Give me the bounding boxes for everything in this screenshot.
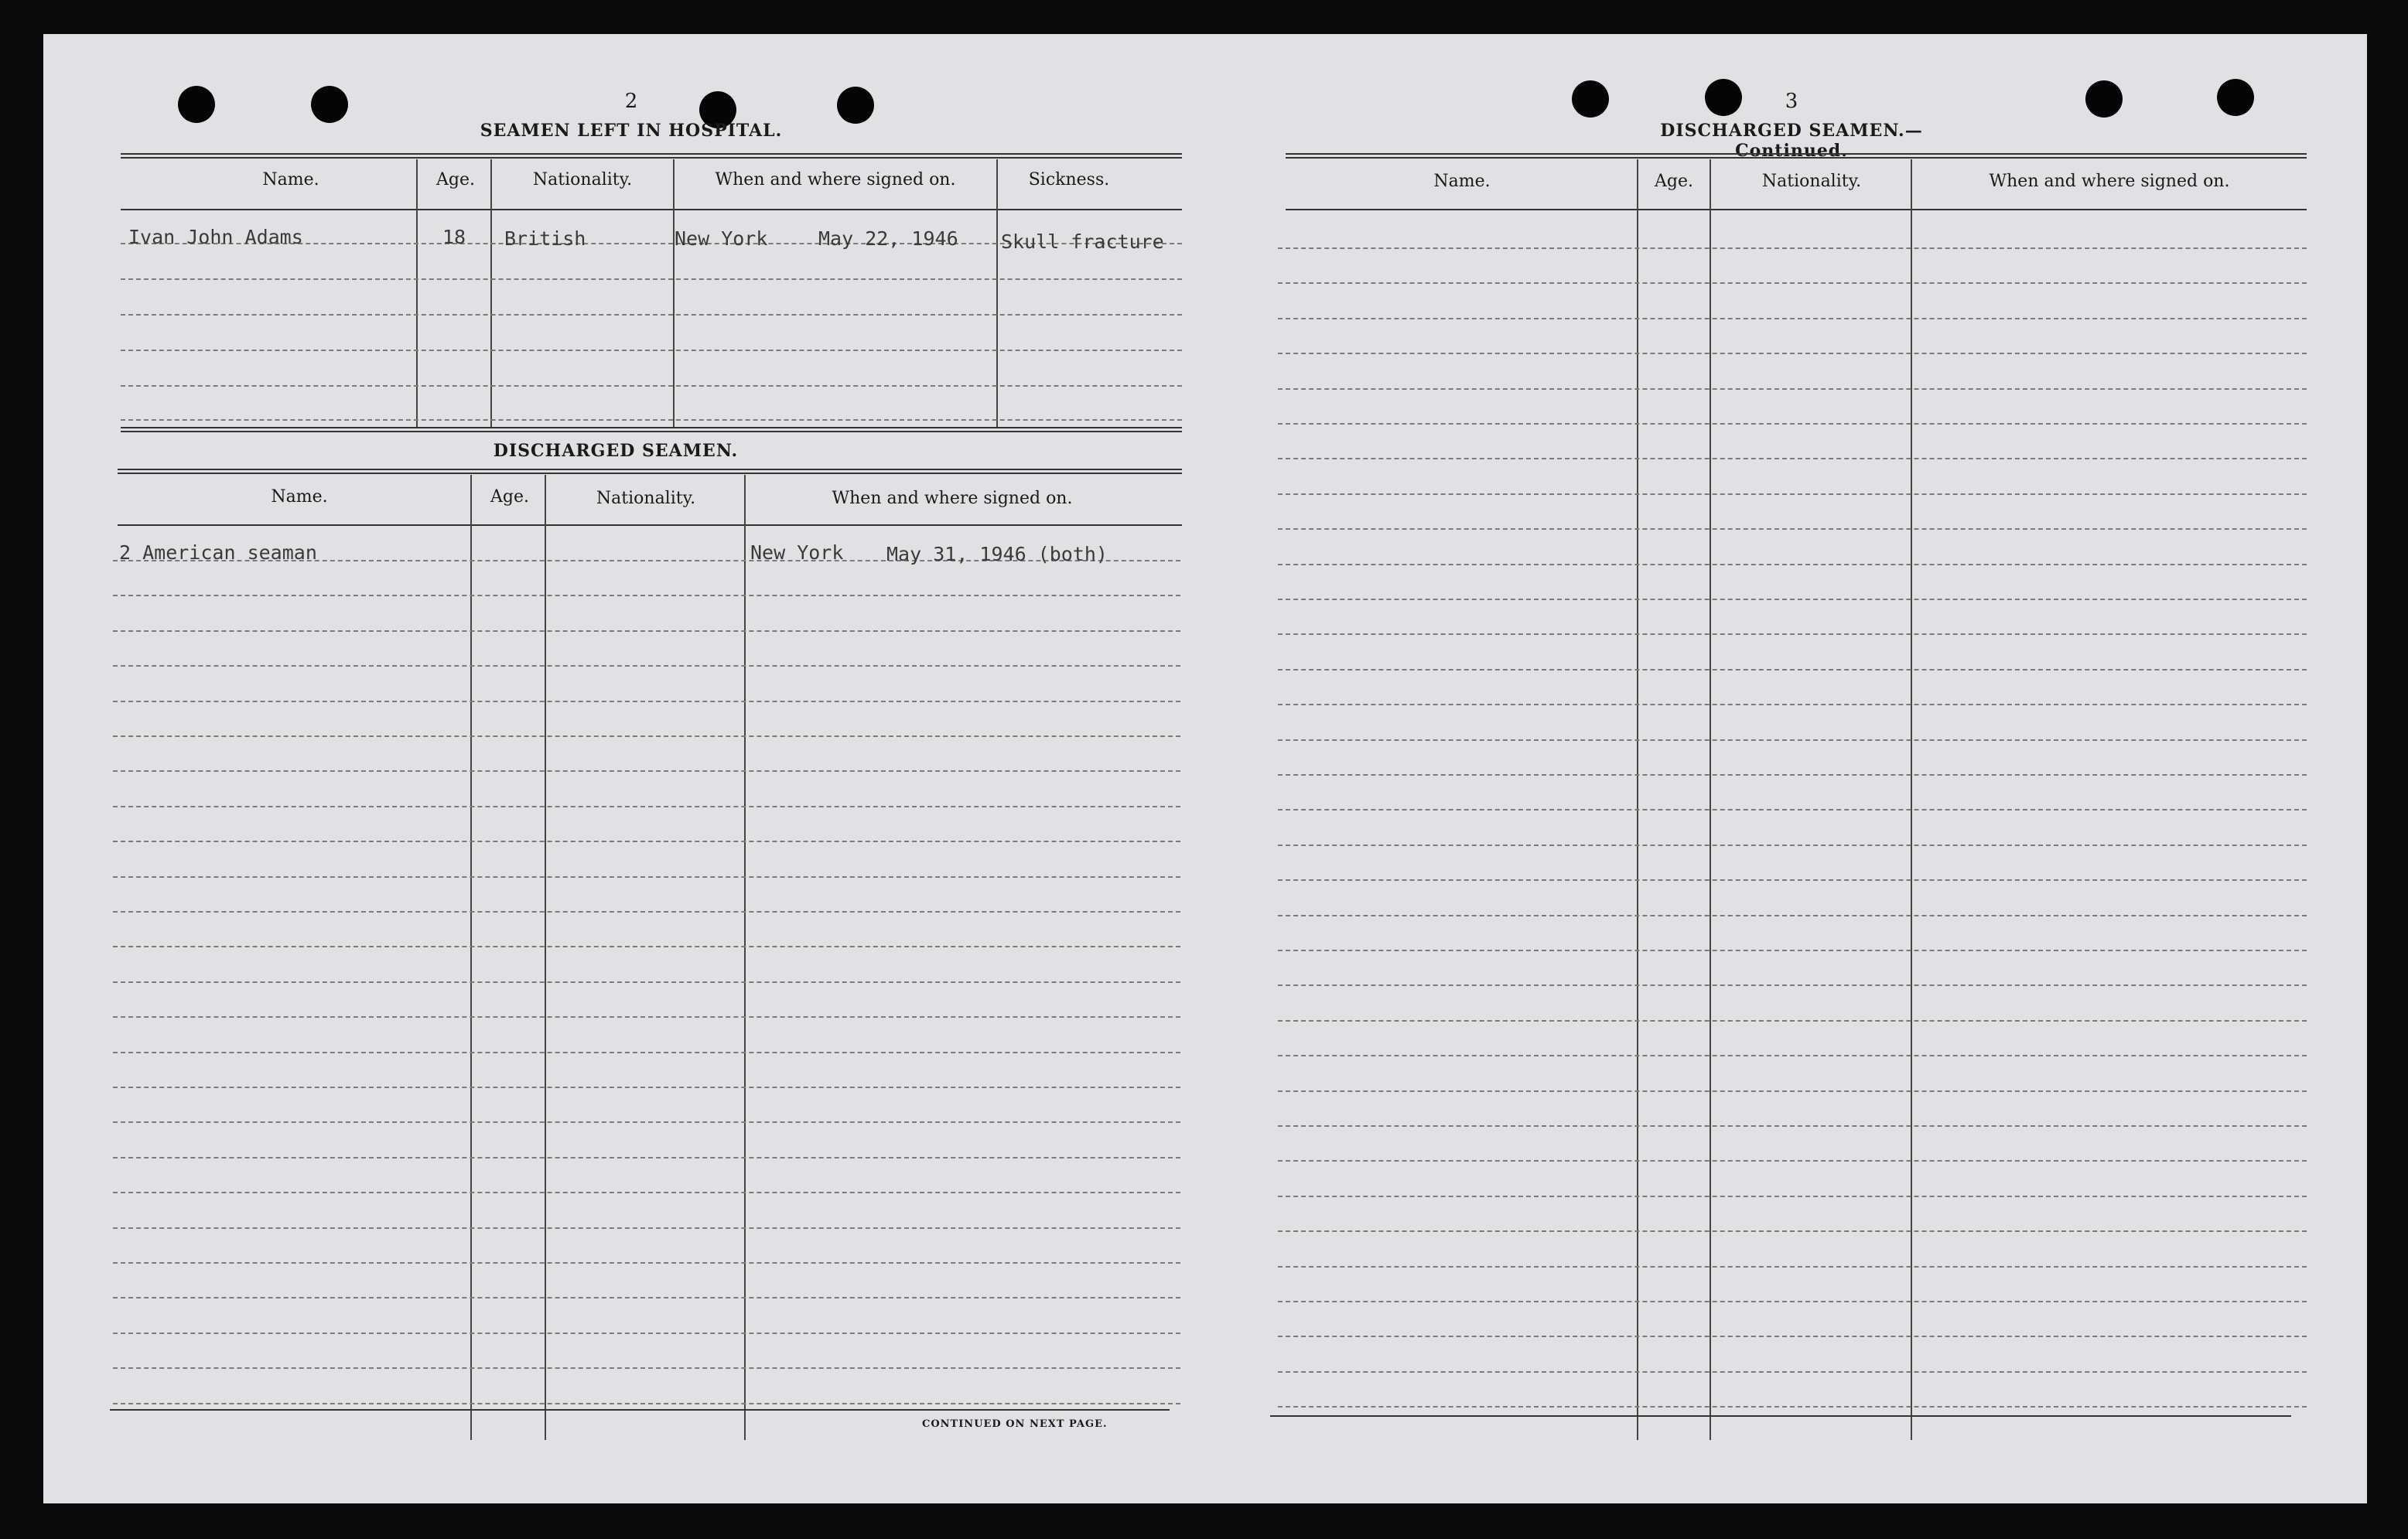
- row-line: [113, 1297, 1180, 1298]
- column-divider: [416, 159, 418, 427]
- row-line: [113, 876, 1180, 878]
- row-line: [1278, 669, 2307, 671]
- row-line: [1278, 353, 2307, 354]
- row-line: [121, 278, 1182, 280]
- binder-hole: [837, 87, 874, 124]
- binder-hole: [311, 86, 348, 123]
- row-line: [121, 350, 1182, 351]
- column-header-age: Age.: [1655, 172, 1693, 191]
- row-line: [113, 701, 1180, 702]
- row-line: [1278, 493, 2307, 495]
- row-line: [1278, 704, 2307, 705]
- column-header-name: Name.: [1433, 172, 1491, 191]
- header-rule: [118, 469, 1182, 474]
- row-line: [1278, 388, 2307, 390]
- row-line: [113, 1121, 1180, 1123]
- row-line: [113, 1367, 1180, 1369]
- row-line: [1278, 845, 2307, 846]
- column-header-signed-on: When and where signed on.: [715, 170, 956, 189]
- entry-sickness: Skull fracture: [1001, 230, 1164, 253]
- row-line: [1278, 633, 2307, 635]
- row-line: [113, 841, 1180, 842]
- column-header-name: Name.: [271, 487, 328, 507]
- row-line: [113, 770, 1180, 772]
- column-header-nationality: Nationality.: [532, 170, 633, 189]
- column-header-signed-on: When and where signed on.: [832, 489, 1073, 508]
- row-line: [1278, 423, 2307, 425]
- page-number: 2: [624, 90, 638, 113]
- discharged-continued-title: DISCHARGED SEAMEN.—Continued.: [1660, 121, 1923, 161]
- entry-place: New York: [750, 541, 844, 564]
- column-divider: [996, 159, 998, 427]
- binder-hole: [178, 86, 215, 123]
- row-line: [1278, 318, 2307, 319]
- row-line: [1278, 879, 2307, 881]
- entry-date: May 22, 1946: [818, 227, 958, 250]
- row-line: [1278, 1090, 2307, 1092]
- column-header-nationality: Nationality.: [1761, 172, 1862, 191]
- entry-place: New York: [675, 227, 768, 250]
- section-rule: [121, 427, 1182, 432]
- row-line: [113, 1087, 1180, 1088]
- row-line: [121, 385, 1182, 387]
- column-header-rule: [121, 209, 1182, 210]
- row-line: [1278, 458, 2307, 459]
- column-header-age: Age.: [436, 170, 475, 189]
- row-line: [1278, 247, 2307, 249]
- row-line: [113, 1016, 1180, 1018]
- column-divider: [545, 475, 546, 1440]
- entry-name: 2 American seaman: [119, 541, 317, 564]
- row-line: [1278, 1336, 2307, 1337]
- row-line: [113, 806, 1180, 807]
- column-header-signed-on: When and where signed on.: [1989, 172, 2230, 191]
- hospital-section-title: SEAMEN LEFT IN HOSPITAL.: [480, 121, 783, 141]
- row-line: [121, 314, 1182, 316]
- row-line: [113, 595, 1180, 596]
- column-header-name: Name.: [262, 170, 319, 189]
- binder-hole: [1572, 80, 1609, 118]
- header-rule: [121, 153, 1182, 159]
- row-line: [1278, 1020, 2307, 1022]
- row-line: [1278, 774, 2307, 776]
- row-line: [1278, 1371, 2307, 1373]
- entry-nationality: British: [504, 227, 586, 250]
- bottom-rule: [110, 1409, 1170, 1411]
- bottom-rule: [1270, 1415, 2291, 1417]
- row-line: [113, 665, 1180, 667]
- column-header-nationality: Nationality.: [596, 489, 696, 508]
- row-line: [113, 735, 1180, 737]
- binder-hole: [1705, 79, 1742, 116]
- row-line: [1278, 528, 2307, 530]
- column-divider: [1911, 159, 1912, 1440]
- column-divider: [744, 475, 746, 1440]
- row-line: [1278, 1160, 2307, 1162]
- column-divider: [1637, 159, 1638, 1440]
- binder-hole: [2217, 79, 2254, 116]
- row-line: [1278, 1406, 2307, 1408]
- entry-age: 18: [442, 226, 466, 248]
- continued-note: CONTINUED ON NEXT PAGE.: [922, 1418, 1108, 1430]
- row-line: [113, 1157, 1180, 1159]
- page-number: 3: [1785, 90, 1798, 113]
- entry-name: Ivan John Adams: [128, 226, 303, 248]
- row-line: [113, 981, 1180, 983]
- row-line: [113, 946, 1180, 947]
- column-divider: [1710, 159, 1711, 1440]
- row-line: [1278, 809, 2307, 810]
- column-header-rule: [118, 524, 1182, 526]
- row-line: [113, 1227, 1180, 1229]
- header-rule: [1286, 153, 2307, 159]
- discharged-section-title: DISCHARGED SEAMEN.: [493, 441, 739, 461]
- row-line: [1278, 1230, 2307, 1232]
- row-line: [1278, 915, 2307, 916]
- column-divider: [673, 159, 675, 427]
- column-divider: [490, 159, 492, 427]
- row-line: [1278, 1196, 2307, 1197]
- column-header-rule: [1286, 209, 2307, 210]
- row-line: [1278, 950, 2307, 951]
- row-line: [1278, 1055, 2307, 1056]
- row-line: [113, 630, 1180, 632]
- row-line: [113, 1333, 1180, 1334]
- row-line: [1278, 599, 2307, 600]
- column-header-age: Age.: [490, 487, 529, 507]
- document-sheet: [43, 34, 2367, 1503]
- row-line: [1278, 564, 2307, 565]
- row-line: [113, 1262, 1180, 1264]
- row-line: [1278, 282, 2307, 284]
- row-line: [1278, 1301, 2307, 1302]
- column-divider: [470, 475, 472, 1440]
- row-line: [113, 1052, 1180, 1053]
- row-line: [1278, 739, 2307, 741]
- column-header-sickness: Sickness.: [1028, 170, 1110, 189]
- entry-date: May 31, 1946 (both): [886, 543, 1108, 565]
- row-line: [1278, 1125, 2307, 1127]
- row-line: [113, 1192, 1180, 1193]
- binder-hole: [2085, 80, 2123, 118]
- row-line: [113, 1403, 1180, 1404]
- row-line: [1278, 984, 2307, 986]
- row-line: [121, 419, 1182, 421]
- row-line: [1278, 1266, 2307, 1268]
- row-line: [113, 911, 1180, 913]
